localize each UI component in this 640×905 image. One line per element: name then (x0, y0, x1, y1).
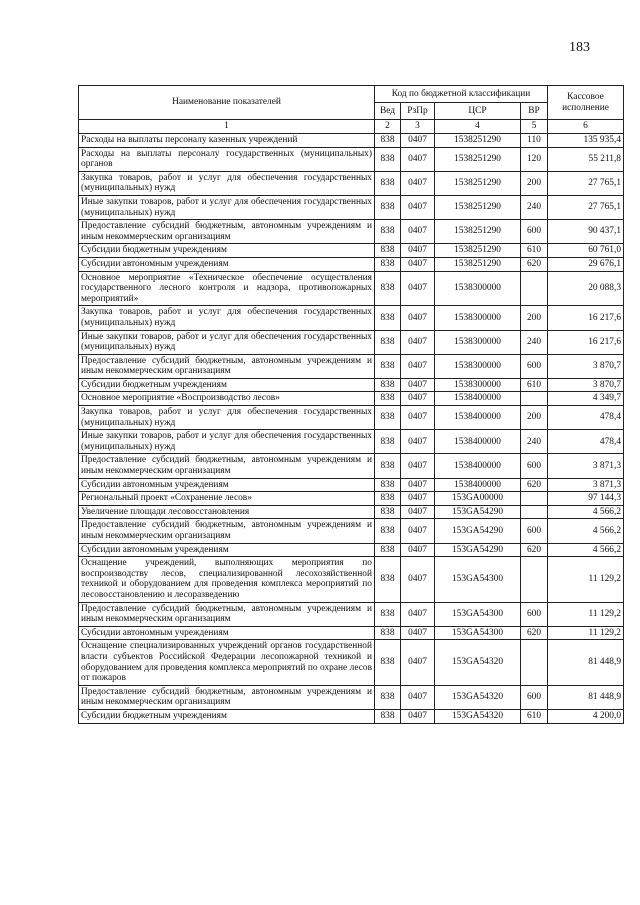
row-amount: 4 566,2 (548, 543, 624, 557)
table-row (79, 406, 624, 430)
row-amount: 3 870,7 (548, 354, 624, 378)
row-ved: 838 (375, 195, 401, 219)
row-ved: 838 (375, 330, 401, 354)
row-ved: 838 (375, 257, 401, 271)
row-rzpr: 0407 (401, 306, 435, 330)
row-ved: 838 (375, 626, 401, 640)
row-name: Предоставление субсидий бюджетным, автономным учреждениям и иным некоммерческим организациям (79, 602, 375, 626)
row-amount: 478,4 (548, 430, 624, 454)
row-name: Закупка товаров, работ и услуг для обеспечения государственных (муниципальных) нужд (79, 406, 375, 430)
row-ved: 838 (375, 171, 401, 195)
row-name: Субсидии автономным учреждениям (79, 478, 375, 492)
row-rzpr: 0407 (401, 406, 435, 430)
column-number: 4 (435, 120, 521, 134)
table-row (79, 257, 624, 271)
row-csr: 1538300000 (435, 271, 521, 306)
row-csr: 153GA54290 (435, 519, 521, 543)
row-name: Предоставление субсидий бюджетным, автономным учреждениям и иным некоммерческим организациям (79, 454, 375, 478)
row-vr: 200 (521, 406, 548, 430)
row-csr: 1538300000 (435, 378, 521, 392)
table-row (79, 492, 624, 506)
row-ved: 838 (375, 543, 401, 557)
row-vr: 610 (521, 378, 548, 392)
row-name: Оснащение учреждений, выполняющих мероприятия по воспроизводству лесов, специализированной лесохозяйственной техникой и оборудованием для проведения комплекса мероприятий по лесовосстановлению и лесоразведению (79, 557, 375, 602)
row-ved: 838 (375, 454, 401, 478)
row-vr: 200 (521, 171, 548, 195)
row-name: Расходы на выплаты персоналу казенных учреждений (79, 134, 375, 148)
row-csr: 1538251290 (435, 195, 521, 219)
row-csr: 1538251290 (435, 257, 521, 271)
row-vr: 200 (521, 306, 548, 330)
row-csr: 153GA54320 (435, 640, 521, 685)
table-row (79, 271, 624, 306)
table-row (79, 478, 624, 492)
header-rzpr: РзПр (401, 103, 435, 120)
table-row (79, 195, 624, 219)
row-vr: 620 (521, 478, 548, 492)
row-ved: 838 (375, 244, 401, 258)
row-amount: 60 761,0 (548, 244, 624, 258)
row-name: Субсидии автономным учреждениям (79, 626, 375, 640)
row-csr: 1538400000 (435, 392, 521, 406)
row-vr: 620 (521, 257, 548, 271)
header-name: Наименование показателей (79, 86, 375, 120)
row-csr: 1538300000 (435, 330, 521, 354)
row-rzpr: 0407 (401, 557, 435, 602)
table-row (79, 244, 624, 258)
row-vr (521, 505, 548, 519)
row-amount: 90 437,1 (548, 220, 624, 244)
row-vr: 610 (521, 709, 548, 723)
row-vr: 600 (521, 602, 548, 626)
row-ved: 838 (375, 147, 401, 171)
budget-table (78, 85, 624, 724)
row-name: Иные закупки товаров, работ и услуг для обеспечения государственных (муниципальных) нужд (79, 195, 375, 219)
header-execution: Кассовое исполнение (548, 86, 624, 120)
row-csr: 153GA54320 (435, 709, 521, 723)
row-ved: 838 (375, 354, 401, 378)
row-amount: 20 088,3 (548, 271, 624, 306)
row-rzpr: 0407 (401, 602, 435, 626)
row-vr: 240 (521, 195, 548, 219)
row-vr (521, 557, 548, 602)
row-rzpr: 0407 (401, 147, 435, 171)
header-classification-group: Код по бюджетной классификации (375, 86, 548, 103)
row-vr: 600 (521, 454, 548, 478)
row-rzpr: 0407 (401, 330, 435, 354)
row-rzpr: 0407 (401, 492, 435, 506)
row-csr: 1538400000 (435, 454, 521, 478)
row-name: Иные закупки товаров, работ и услуг для обеспечения государственных (муниципальных) нужд (79, 430, 375, 454)
table-row (79, 454, 624, 478)
row-ved: 838 (375, 478, 401, 492)
row-rzpr: 0407 (401, 685, 435, 709)
row-name: Субсидии автономным учреждениям (79, 543, 375, 557)
column-number: 3 (401, 120, 435, 134)
table-row (79, 626, 624, 640)
row-rzpr: 0407 (401, 378, 435, 392)
row-csr: 1538400000 (435, 478, 521, 492)
row-csr: 1538251290 (435, 220, 521, 244)
table-row (79, 330, 624, 354)
row-name: Предоставление субсидий бюджетным, автономным учреждениям и иным некоммерческим организациям (79, 220, 375, 244)
row-amount: 3 871,3 (548, 454, 624, 478)
row-amount: 81 448,9 (548, 685, 624, 709)
row-amount: 27 765,1 (548, 195, 624, 219)
row-ved: 838 (375, 378, 401, 392)
row-vr (521, 640, 548, 685)
table-row (79, 543, 624, 557)
column-number: 5 (521, 120, 548, 134)
row-amount: 16 217,6 (548, 330, 624, 354)
row-csr: 153GA54320 (435, 685, 521, 709)
table-row (79, 134, 624, 148)
row-rzpr: 0407 (401, 519, 435, 543)
row-rzpr: 0407 (401, 392, 435, 406)
table-row (79, 685, 624, 709)
row-vr: 600 (521, 220, 548, 244)
row-amount: 4 200,0 (548, 709, 624, 723)
row-name: Региональный проект «Сохранение лесов» (79, 492, 375, 506)
row-ved: 838 (375, 640, 401, 685)
row-amount: 16 217,6 (548, 306, 624, 330)
row-rzpr: 0407 (401, 626, 435, 640)
row-csr: 153GA00000 (435, 492, 521, 506)
row-name: Предоставление субсидий бюджетным, автономным учреждениям и иным некоммерческим организациям (79, 354, 375, 378)
row-name: Закупка товаров, работ и услуг для обеспечения государственных (муниципальных) нужд (79, 306, 375, 330)
row-csr: 153GA54290 (435, 543, 521, 557)
row-csr: 1538251290 (435, 244, 521, 258)
column-number: 6 (548, 120, 624, 134)
page-number: 183 (569, 40, 590, 55)
table-row (79, 306, 624, 330)
column-number: 1 (79, 120, 375, 134)
row-vr: 600 (521, 354, 548, 378)
row-name: Субсидии бюджетным учреждениям (79, 244, 375, 258)
row-rzpr: 0407 (401, 505, 435, 519)
row-vr: 620 (521, 543, 548, 557)
row-rzpr: 0407 (401, 454, 435, 478)
row-ved: 838 (375, 406, 401, 430)
row-amount: 478,4 (548, 406, 624, 430)
row-vr (521, 392, 548, 406)
row-rzpr: 0407 (401, 134, 435, 148)
table-row (79, 709, 624, 723)
table-row (79, 602, 624, 626)
row-rzpr: 0407 (401, 640, 435, 685)
row-rzpr: 0407 (401, 257, 435, 271)
row-vr: 620 (521, 626, 548, 640)
row-name: Основное мероприятие «Воспроизводство лесов» (79, 392, 375, 406)
row-amount: 27 765,1 (548, 171, 624, 195)
row-rzpr: 0407 (401, 478, 435, 492)
row-amount: 3 871,3 (548, 478, 624, 492)
row-name: Увеличение площади лесовосстановления (79, 505, 375, 519)
table-row (79, 378, 624, 392)
row-amount: 11 129,2 (548, 557, 624, 602)
row-ved: 838 (375, 685, 401, 709)
row-rzpr: 0407 (401, 543, 435, 557)
row-vr: 240 (521, 330, 548, 354)
row-amount: 55 211,8 (548, 147, 624, 171)
row-amount: 4 349,7 (548, 392, 624, 406)
row-ved: 838 (375, 134, 401, 148)
row-rzpr: 0407 (401, 709, 435, 723)
row-name: Субсидии бюджетным учреждениям (79, 378, 375, 392)
table-row (79, 430, 624, 454)
row-name: Предоставление субсидий бюджетным, автономным учреждениям и иным некоммерческим организациям (79, 519, 375, 543)
row-ved: 838 (375, 306, 401, 330)
header-vr: ВР (521, 103, 548, 120)
row-rzpr: 0407 (401, 171, 435, 195)
row-ved: 838 (375, 519, 401, 543)
row-name: Субсидии автономным учреждениям (79, 257, 375, 271)
table-row (79, 557, 624, 602)
row-csr: 153GA54300 (435, 602, 521, 626)
row-csr: 1538251290 (435, 171, 521, 195)
row-amount: 135 935,4 (548, 134, 624, 148)
row-ved: 838 (375, 271, 401, 306)
row-name: Предоставление субсидий бюджетным, автономным учреждениям и иным некоммерческим организациям (79, 685, 375, 709)
row-ved: 838 (375, 492, 401, 506)
table-row (79, 505, 624, 519)
row-csr: 1538400000 (435, 406, 521, 430)
row-rzpr: 0407 (401, 220, 435, 244)
row-rzpr: 0407 (401, 430, 435, 454)
row-csr: 153GA54300 (435, 557, 521, 602)
row-csr: 153GA54300 (435, 626, 521, 640)
row-vr: 120 (521, 147, 548, 171)
row-ved: 838 (375, 557, 401, 602)
row-csr: 153GA54290 (435, 505, 521, 519)
row-ved: 838 (375, 709, 401, 723)
row-amount: 97 144,3 (548, 492, 624, 506)
row-amount: 4 566,2 (548, 519, 624, 543)
row-amount: 3 870,7 (548, 378, 624, 392)
row-ved: 838 (375, 602, 401, 626)
row-amount: 81 448,9 (548, 640, 624, 685)
table-row (79, 392, 624, 406)
row-ved: 838 (375, 430, 401, 454)
row-ved: 838 (375, 220, 401, 244)
row-vr: 110 (521, 134, 548, 148)
table-row (79, 220, 624, 244)
row-vr: 610 (521, 244, 548, 258)
row-rzpr: 0407 (401, 244, 435, 258)
row-name: Оснащение специализированных учреждений органов государственной власти субъектов Российской Федерации лесопожарной техникой и оборудованием для проведения комплекса мероприятий по охране лесов от пожаров (79, 640, 375, 685)
row-csr: 1538400000 (435, 430, 521, 454)
column-number: 2 (375, 120, 401, 134)
row-name: Основное мероприятие «Техническое обеспечение осуществления государственного лесного контроля и надзора, противопожарных мероприятий» (79, 271, 375, 306)
row-rzpr: 0407 (401, 354, 435, 378)
row-ved: 838 (375, 505, 401, 519)
row-amount: 29 676,1 (548, 257, 624, 271)
row-amount: 11 129,2 (548, 626, 624, 640)
row-ved: 838 (375, 392, 401, 406)
header-csr: ЦСР (435, 103, 521, 120)
row-rzpr: 0407 (401, 195, 435, 219)
row-vr: 600 (521, 685, 548, 709)
table-body (79, 134, 624, 724)
table-row (79, 147, 624, 171)
row-vr: 600 (521, 519, 548, 543)
row-name: Субсидии бюджетным учреждениям (79, 709, 375, 723)
table-row (79, 640, 624, 685)
row-csr: 1538300000 (435, 354, 521, 378)
row-name: Расходы на выплаты персоналу государственных (муниципальных) органов (79, 147, 375, 171)
row-csr: 1538251290 (435, 147, 521, 171)
row-amount: 11 129,2 (548, 602, 624, 626)
header-ved: Вед (375, 103, 401, 120)
row-vr (521, 492, 548, 506)
row-name: Закупка товаров, работ и услуг для обеспечения государственных (муниципальных) нужд (79, 171, 375, 195)
table-row (79, 171, 624, 195)
row-vr (521, 271, 548, 306)
row-csr: 1538251290 (435, 134, 521, 148)
table-row (79, 519, 624, 543)
row-amount: 4 566,2 (548, 505, 624, 519)
table-row (79, 354, 624, 378)
row-name: Иные закупки товаров, работ и услуг для обеспечения государственных (муниципальных) нужд (79, 330, 375, 354)
row-rzpr: 0407 (401, 271, 435, 306)
row-vr: 240 (521, 430, 548, 454)
row-csr: 1538300000 (435, 306, 521, 330)
